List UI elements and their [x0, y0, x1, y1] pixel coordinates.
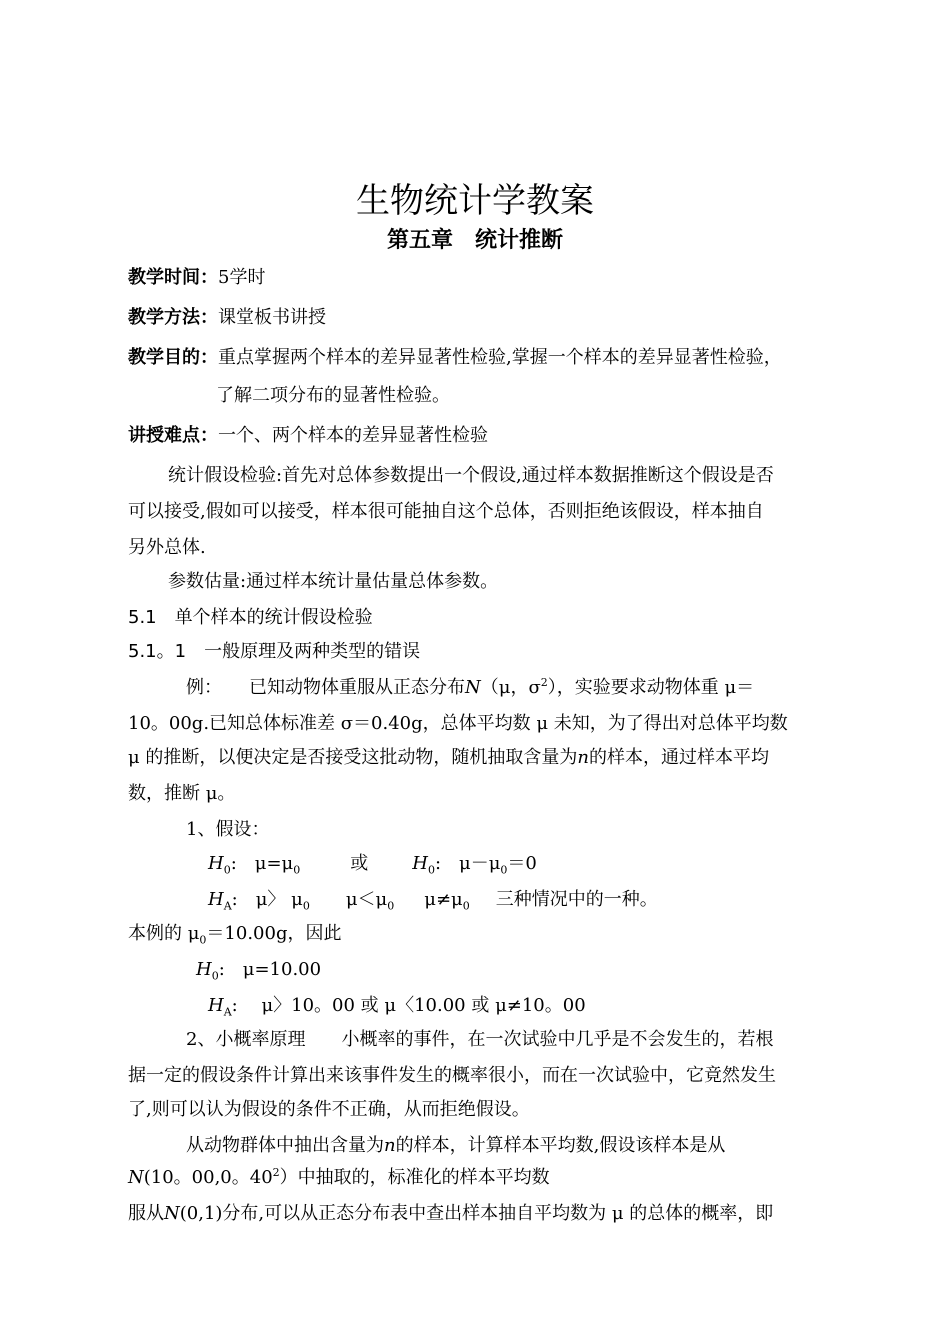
- superscript: 2: [540, 676, 548, 689]
- superscript: 2: [272, 1166, 280, 1179]
- case-alt-hypothesis: [208, 994, 586, 1018]
- teaching-time-value: 5学时: [218, 267, 266, 288]
- formula-text: : μ〉 μ: [231, 889, 303, 910]
- example-text: μ 的推断，以便决定是否接受这批动物，随机抽取含量为: [128, 747, 578, 768]
- teaching-goal-label: 教学目的：: [128, 347, 218, 368]
- teaching-time: [128, 266, 265, 290]
- formula-text: 三种情况中的一种。: [495, 889, 658, 910]
- hypothesis-paragraph-line-1: 统计假设检验:首先对总体参数提出一个假设,通过样本数据推断这个假设是否: [168, 465, 774, 486]
- normal-symbol: N: [128, 1167, 144, 1188]
- example-text: 的样本，通过样本平均: [589, 747, 770, 768]
- estimate-paragraph: 参数估量:通过样本统计量估量总体参数。: [168, 571, 499, 592]
- subscript: A: [223, 1005, 232, 1019]
- subscript: 0: [211, 969, 219, 983]
- h-symbol: H: [196, 959, 212, 980]
- example-line-4: 数，推断 μ。: [128, 783, 236, 804]
- teaching-difficulty-label: 讲授难点：: [128, 425, 218, 446]
- teaching-goal-value: 重点掌握两个样本的差异显著性检验,掌握一个样本的差异显著性检验，: [218, 347, 782, 368]
- sample-text: (0,1)分布,可以从正态分布表中查出样本抽自平均数为 μ 的总体的概率，即: [179, 1203, 774, 1224]
- teaching-method-label: 教学方法：: [128, 307, 218, 328]
- subscript: 0: [462, 899, 470, 913]
- case-null-hypothesis: [196, 958, 321, 982]
- subscript: 0: [223, 863, 231, 877]
- null-hypothesis-line: [208, 852, 537, 876]
- sample-line-3: [128, 1202, 773, 1226]
- teaching-goal: [128, 346, 782, 370]
- teaching-difficulty-value: 一个、两个样本的差异显著性检验: [218, 425, 488, 446]
- case-line: [128, 922, 341, 946]
- teaching-difficulty: [128, 424, 488, 448]
- sample-text: 服从: [128, 1203, 164, 1224]
- example-text: （μ，σ: [480, 677, 541, 698]
- subscript: 0: [302, 899, 310, 913]
- sample-text: (10。00,0。40: [143, 1167, 273, 1188]
- formula-text: : μ－μ: [434, 853, 501, 874]
- section-heading-5-1: 5.1 单个样本的统计假设检验: [128, 607, 373, 628]
- formula-text: μ＜μ: [345, 889, 388, 910]
- example-line-3: [128, 746, 769, 770]
- sample-text: 的样本，计算样本平均数,假设该样本是从: [395, 1135, 726, 1156]
- formula-text: μ≠μ: [424, 889, 463, 910]
- small-prob-line-3: 了,则可以认为假设的条件不正确，从而拒绝假设。: [128, 1099, 530, 1120]
- section-heading-5-1-1: 5.1。1 一般原理及两种类型的错误: [128, 641, 421, 662]
- chapter-heading: 第五章 统计推断: [386, 228, 563, 253]
- teaching-goal-continued: 了解二项分布的显著性检验。: [216, 385, 450, 406]
- h-symbol: H: [208, 995, 224, 1016]
- formula-text: : μ=μ: [230, 853, 294, 874]
- sample-line-1: [186, 1134, 725, 1158]
- sample-size-symbol: n: [384, 1135, 396, 1156]
- h-symbol: H: [208, 889, 224, 910]
- sample-line-2: [128, 1166, 550, 1190]
- case-text: 本例的 μ: [128, 923, 200, 944]
- example-text: 例： 已知动物体重服从正态分布: [186, 677, 465, 698]
- sample-text: ）中抽取的，标准化的样本平均数: [279, 1167, 550, 1188]
- document-title: 生物统计学教案: [356, 181, 594, 221]
- hypothesis-item-1: 1、假设：: [186, 819, 270, 840]
- sample-text: 从动物群体中抽出含量为: [186, 1135, 384, 1156]
- formula-text: ＝0: [507, 853, 537, 874]
- subscript: 0: [427, 863, 435, 877]
- subscript: A: [223, 899, 232, 913]
- subscript: 0: [293, 863, 301, 877]
- example-text: ），实验要求动物体重 μ＝: [547, 677, 755, 698]
- subscript: 0: [387, 899, 395, 913]
- small-prob-line-1: 2、小概率原理 小概率的事件，在一次试验中几乎是不会发生的，若根: [186, 1029, 774, 1050]
- teaching-method-value: 课堂板书讲授: [218, 307, 326, 328]
- subscript: 0: [500, 863, 508, 877]
- teaching-time-label: 教学时间：: [128, 267, 218, 288]
- normal-symbol: N: [465, 677, 481, 698]
- or-text: 或: [350, 853, 369, 874]
- small-prob-line-2: 据一定的假设条件计算出来该事件发生的概率很小，而在一次试验中，它竟然发生: [128, 1065, 776, 1086]
- teaching-method: [128, 306, 326, 330]
- example-line-2: 10。00g.已知总体标准差 σ＝0.40g，总体平均数 μ 未知，为了得出对总体平均数: [128, 713, 788, 734]
- formula-text: : μ=10.00: [218, 959, 322, 980]
- sample-size-symbol: n: [577, 747, 590, 768]
- normal-symbol: N: [164, 1203, 180, 1224]
- subscript: 0: [199, 933, 207, 947]
- formula-text: : μ〉10。00 或 μ〈10.00 或 μ≠10。00: [231, 995, 586, 1016]
- h-symbol: H: [208, 853, 224, 874]
- hypothesis-paragraph-line-2: 可以接受,假如可以接受，样本很可能抽自这个总体，否则拒绝该假设，样本抽自: [128, 501, 764, 522]
- h-symbol: H: [412, 853, 428, 874]
- alt-hypothesis-line: [208, 888, 658, 912]
- hypothesis-paragraph-line-3: 另外总体.: [128, 537, 206, 558]
- case-text: ＝10.00g，因此: [206, 923, 342, 944]
- example-line-1: [186, 676, 754, 700]
